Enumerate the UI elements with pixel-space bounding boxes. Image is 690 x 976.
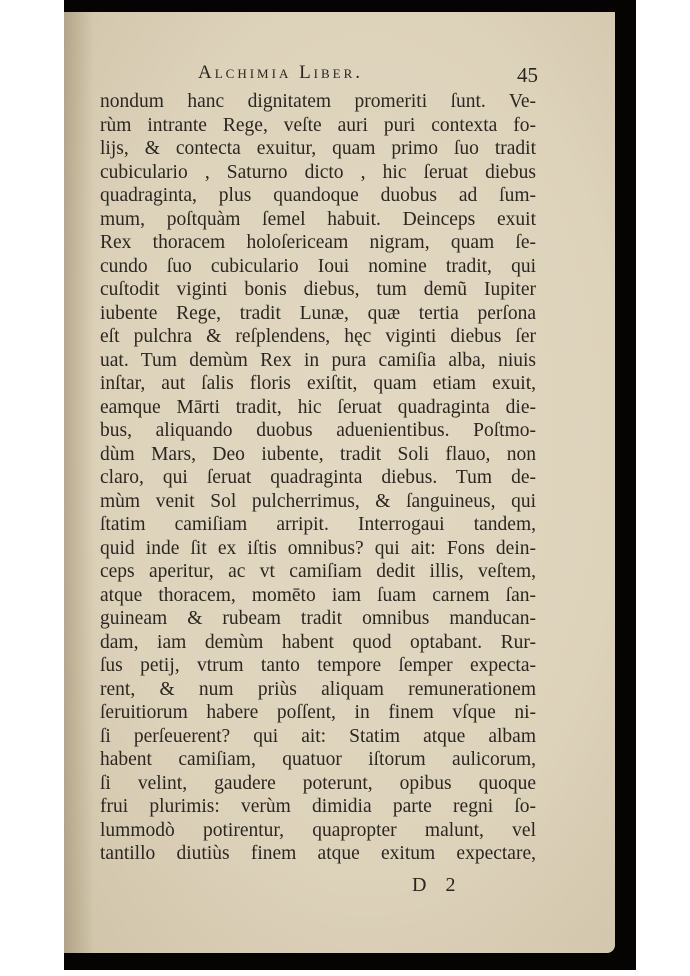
- text-line: dùm Mars, Deo iubente, tradit Soli flauo, non: [100, 443, 536, 465]
- text-line: rent, & num priùs aliquam remunerationem: [100, 678, 536, 700]
- page-header: [128, 62, 538, 88]
- text-line: lummodò potirentur, quapropter malunt, vel: [100, 819, 536, 841]
- text-line: ſtatim camiſiam arripit. Interrogaui tandem,: [100, 514, 536, 535]
- text-line: ſeruitiorum habere poſſent, in finem vſque ni-: [100, 702, 536, 723]
- text-line: uat. Tum demùm Rex in pura camiſia alba, niuis: [100, 349, 536, 371]
- text-line: frui plurimis: verùm dimidia parte regni ſo-: [100, 796, 536, 817]
- text-line: ſus petij, vtrum tanto tempore ſemper expecta-: [100, 655, 536, 676]
- text-line: mum, poſtquàm ſemel habuit. Deinceps exuit: [100, 208, 536, 230]
- text-line: guineam & rubeam tradit omnibus manducan-: [100, 608, 536, 629]
- text-line: Rex thoracem holoſericeam nigram, quam ſe-: [100, 232, 536, 253]
- text-line: ſi perſeuerent? qui ait: Statim atque albam: [100, 725, 536, 747]
- text-line: ceps aperitur, ac vt camiſiam dedit illis, veſtem,: [100, 561, 536, 582]
- text-line: atque thoracem, momēto iam ſuam carnem ſan-: [100, 584, 536, 606]
- text-line: nondum hanc dignitatem promeriti ſunt. Ve-: [100, 91, 536, 112]
- text-line: claro, qui ſeruat quadraginta diebus. Tum de-: [100, 467, 536, 488]
- text-line: cundo ſuo cubiculario Ioui nomine tradit, qui: [100, 255, 536, 277]
- text-line: lijs, & contecta exuitur, quam primo ſuo tradit: [100, 138, 536, 159]
- text-line: mùm venit Sol pulcherrimus, & ſanguineus, qui: [100, 490, 536, 512]
- text-line: quadraginta, plus quandoque duobus ad ſum-: [100, 185, 536, 206]
- text-line: inſtar, aut ſalis floris exiſtit, quam etiam exuit,: [100, 373, 536, 394]
- page-number: 45: [517, 63, 538, 87]
- text-line: cubiculario , Saturno dicto , hic ſeruat diebus: [100, 161, 536, 183]
- signature-mark: D 2: [412, 874, 456, 896]
- text-line: eſt pulchra & reſplendens, hęc viginti diebus ſer: [100, 326, 536, 347]
- text-line: iubente Rege, tradit Lunæ, quæ tertia perſona: [100, 302, 536, 324]
- text-line: habent camiſiam, quatuor iſtorum aulicorum,: [100, 749, 536, 770]
- text-line: dam, iam demùm habent quod optabant. Rur-: [100, 631, 536, 653]
- text-line: rùm intrante Rege, veſte auri puri contexta fo-: [100, 114, 536, 136]
- text-line: eamque Mārti tradit, hic ſeruat quadraginta die-: [100, 396, 536, 418]
- text-line: bus, aliquando duobus aduenientibus. Poſtmo-: [100, 420, 536, 441]
- page-body-text: [100, 90, 536, 866]
- text-line: cuſtodit viginti bonis diebus, tum demũ Iupiter: [100, 279, 536, 300]
- running-title: Alchimia Liber.: [198, 62, 364, 83]
- text-line: quid inde ſit ex iſtis omnibus? qui ait: Fons dein-: [100, 537, 536, 559]
- text-line: tantillo diutiùs finem atque exitum expectare,: [100, 843, 536, 864]
- text-line: ſi velint, gaudere poterunt, opibus quoque: [100, 772, 536, 794]
